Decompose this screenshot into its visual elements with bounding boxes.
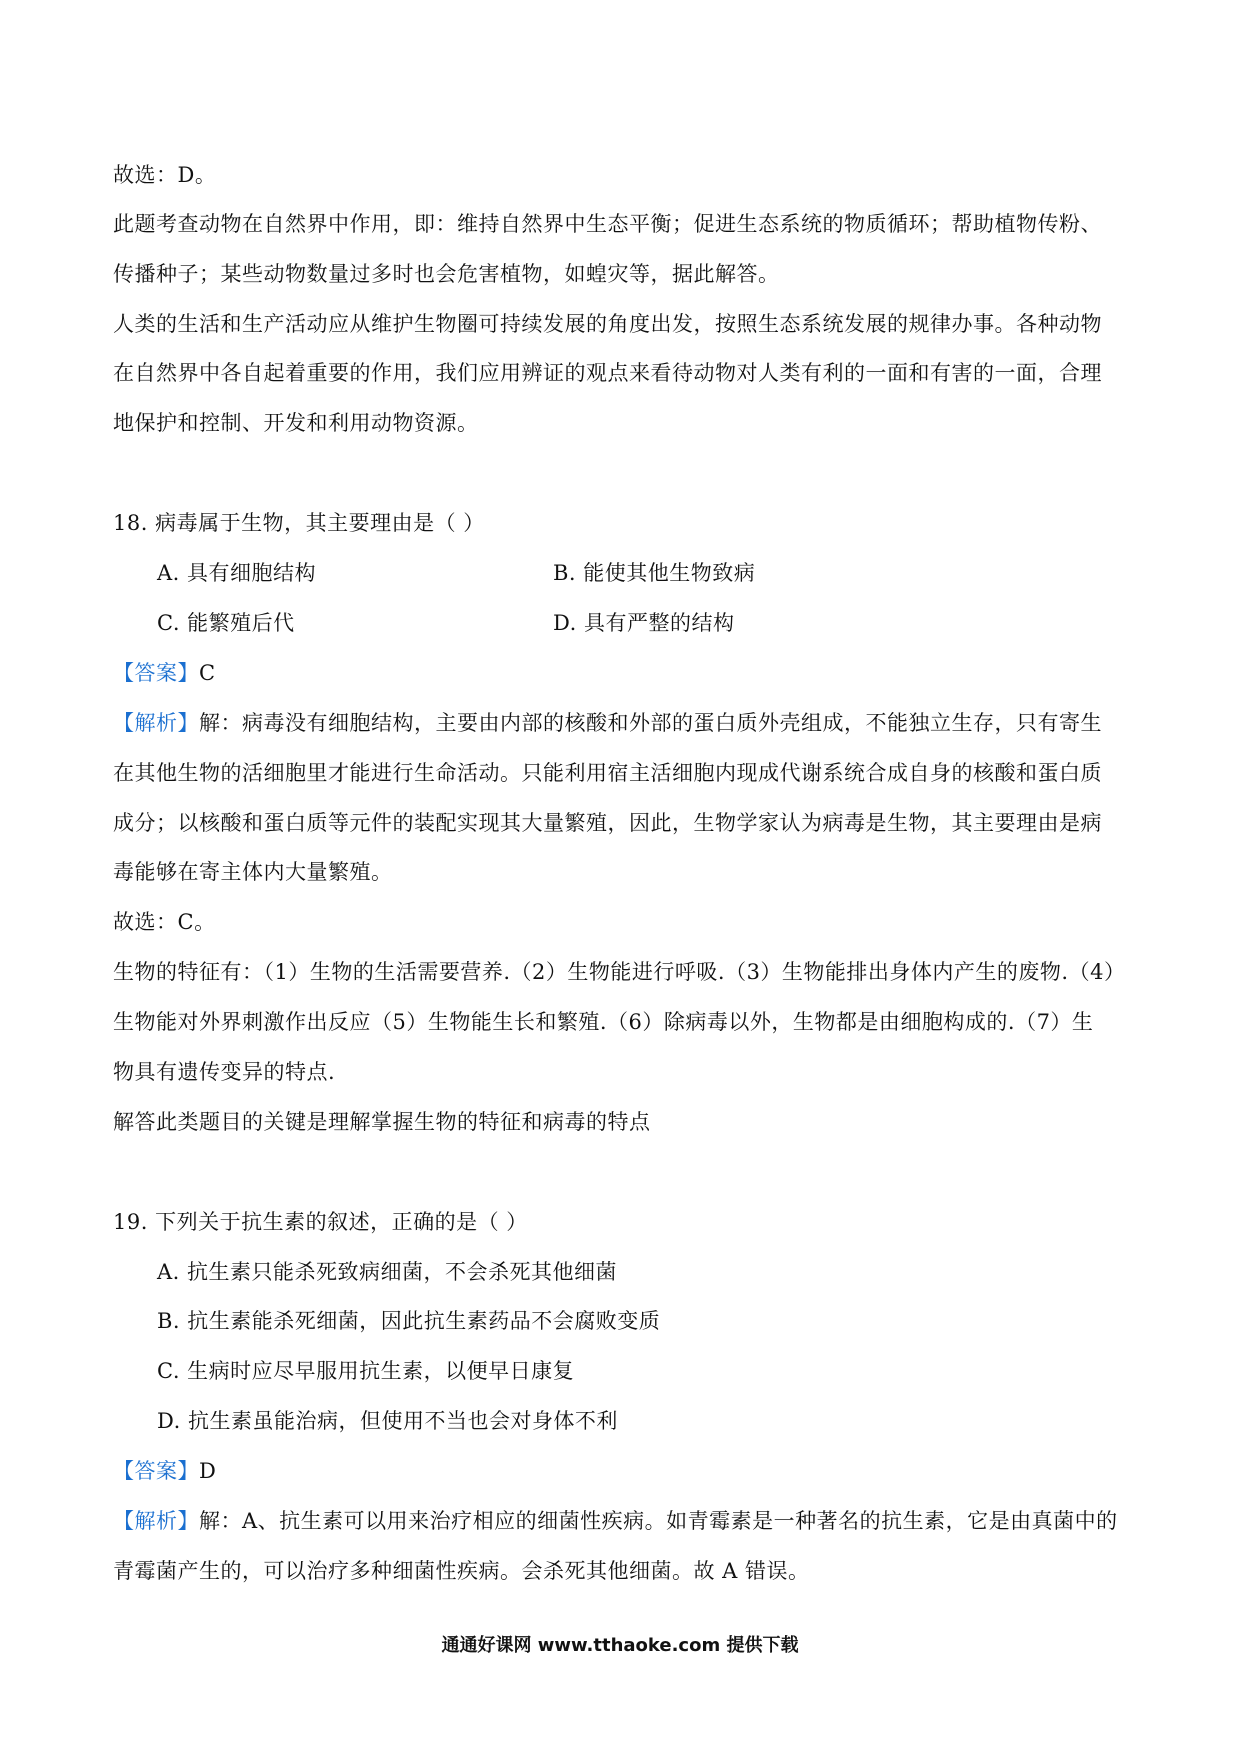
choice-line: 故选：C。 (113, 910, 216, 934)
question-19-title: 19. 下列关于抗生素的叙述，正确的是（ ） (113, 1210, 528, 1234)
question-18-option-d: D. 具有严整的结构 (553, 611, 735, 635)
paragraph-line: 此题考查动物在自然界中作用，即：维持自然界中生态平衡；促进生态系统的物质循环；帮助植物传粉、 (113, 212, 1102, 236)
analysis-text: 解：A、抗生素可以用来治疗相应的细菌性疾病。如青霉素是一种著名的抗生素，它是由真菌中的 (199, 1509, 1118, 1533)
question-19-answer (113, 1457, 216, 1485)
paragraph-line: 成分；以核酸和蛋白质等元件的装配实现其大量繁殖，因此，生物学家认为病毒是生物，其主要理由是病 (113, 811, 1102, 835)
answer-value: C (199, 661, 216, 685)
paragraph-line: 传播种子；某些动物数量过多时也会危害植物，如蝗灾等，据此解答。 (113, 262, 780, 286)
analysis-text: 解：病毒没有细胞结构，主要由内部的核酸和外部的蛋白质外壳组成，不能独立生存，只有寄生 (199, 711, 1102, 735)
analysis-tag: 【解析】 (113, 1509, 199, 1533)
answer-value: D (199, 1459, 217, 1483)
analysis-tag: 【解析】 (113, 711, 199, 735)
paragraph-line: 青霉菌产生的，可以治疗多种细菌性疾病。会杀死其他细菌。故 A 错误。 (113, 1559, 810, 1583)
paragraph-line: 在其他生物的活细胞里才能进行生命活动。只能利用宿主活细胞内现成代谢系统合成自身的核酸和蛋白质 (113, 761, 1102, 785)
paragraph-line: 生物的特征有：（1）生物的生活需要营养.（2）生物能进行呼吸.（3）生物能排出身体内产生的废物.（4） (113, 960, 1126, 984)
question-19-option-c: C. 生病时应尽早服用抗生素，以便早日康复 (157, 1359, 575, 1383)
paragraph-line: 物具有遗传变异的特点. (113, 1060, 336, 1084)
paragraph-line: 地保护和控制、开发和利用动物资源。 (113, 411, 479, 435)
question-19-option-a: A. 抗生素只能杀死致病细菌，不会杀死其他细菌 (157, 1260, 618, 1284)
question-19-option-d: D. 抗生素虽能治病，但使用不当也会对身体不利 (157, 1409, 618, 1433)
question-18-title: 18. 病毒属于生物，其主要理由是（ ） (113, 511, 485, 535)
paragraph-line: 解答此类题目的关键是理解掌握生物的特征和病毒的特点 (113, 1110, 651, 1134)
question-18-option-a: A. 具有细胞结构 (157, 561, 317, 585)
paragraph-line: 人类的生活和生产活动应从维护生物圈可持续发展的角度出发，按照生态系统发展的规律办事。各种动物 (113, 312, 1102, 336)
question-19-analysis (113, 1507, 1118, 1535)
question-18-option-c: C. 能繁殖后代 (157, 611, 295, 635)
question-19-option-b: B. 抗生素能杀死细菌，因此抗生素药品不会腐败变质 (157, 1309, 661, 1333)
answer-tag: 【答案】 (113, 661, 199, 685)
paragraph-line: 毒能够在寄主体内大量繁殖。 (113, 860, 393, 884)
question-18-option-b: B. 能使其他生物致病 (553, 561, 756, 585)
answer-tag: 【答案】 (113, 1459, 199, 1483)
page-footer: 通通好课网 www.tthaoke.com 提供下载 (441, 1635, 799, 1656)
paragraph-line: 在自然界中各自起着重要的作用，我们应用辨证的观点来看待动物对人类有利的一面和有害的一面，合理 (113, 361, 1102, 385)
question-18-analysis (113, 709, 1102, 737)
question-18-answer (113, 659, 216, 687)
paragraph-line: 生物能对外界刺激作出反应（5）生物能生长和繁殖.（6）除病毒以外，生物都是由细胞构成的.（7）生 (113, 1010, 1094, 1034)
choice-line: 故选：D。 (113, 163, 217, 187)
